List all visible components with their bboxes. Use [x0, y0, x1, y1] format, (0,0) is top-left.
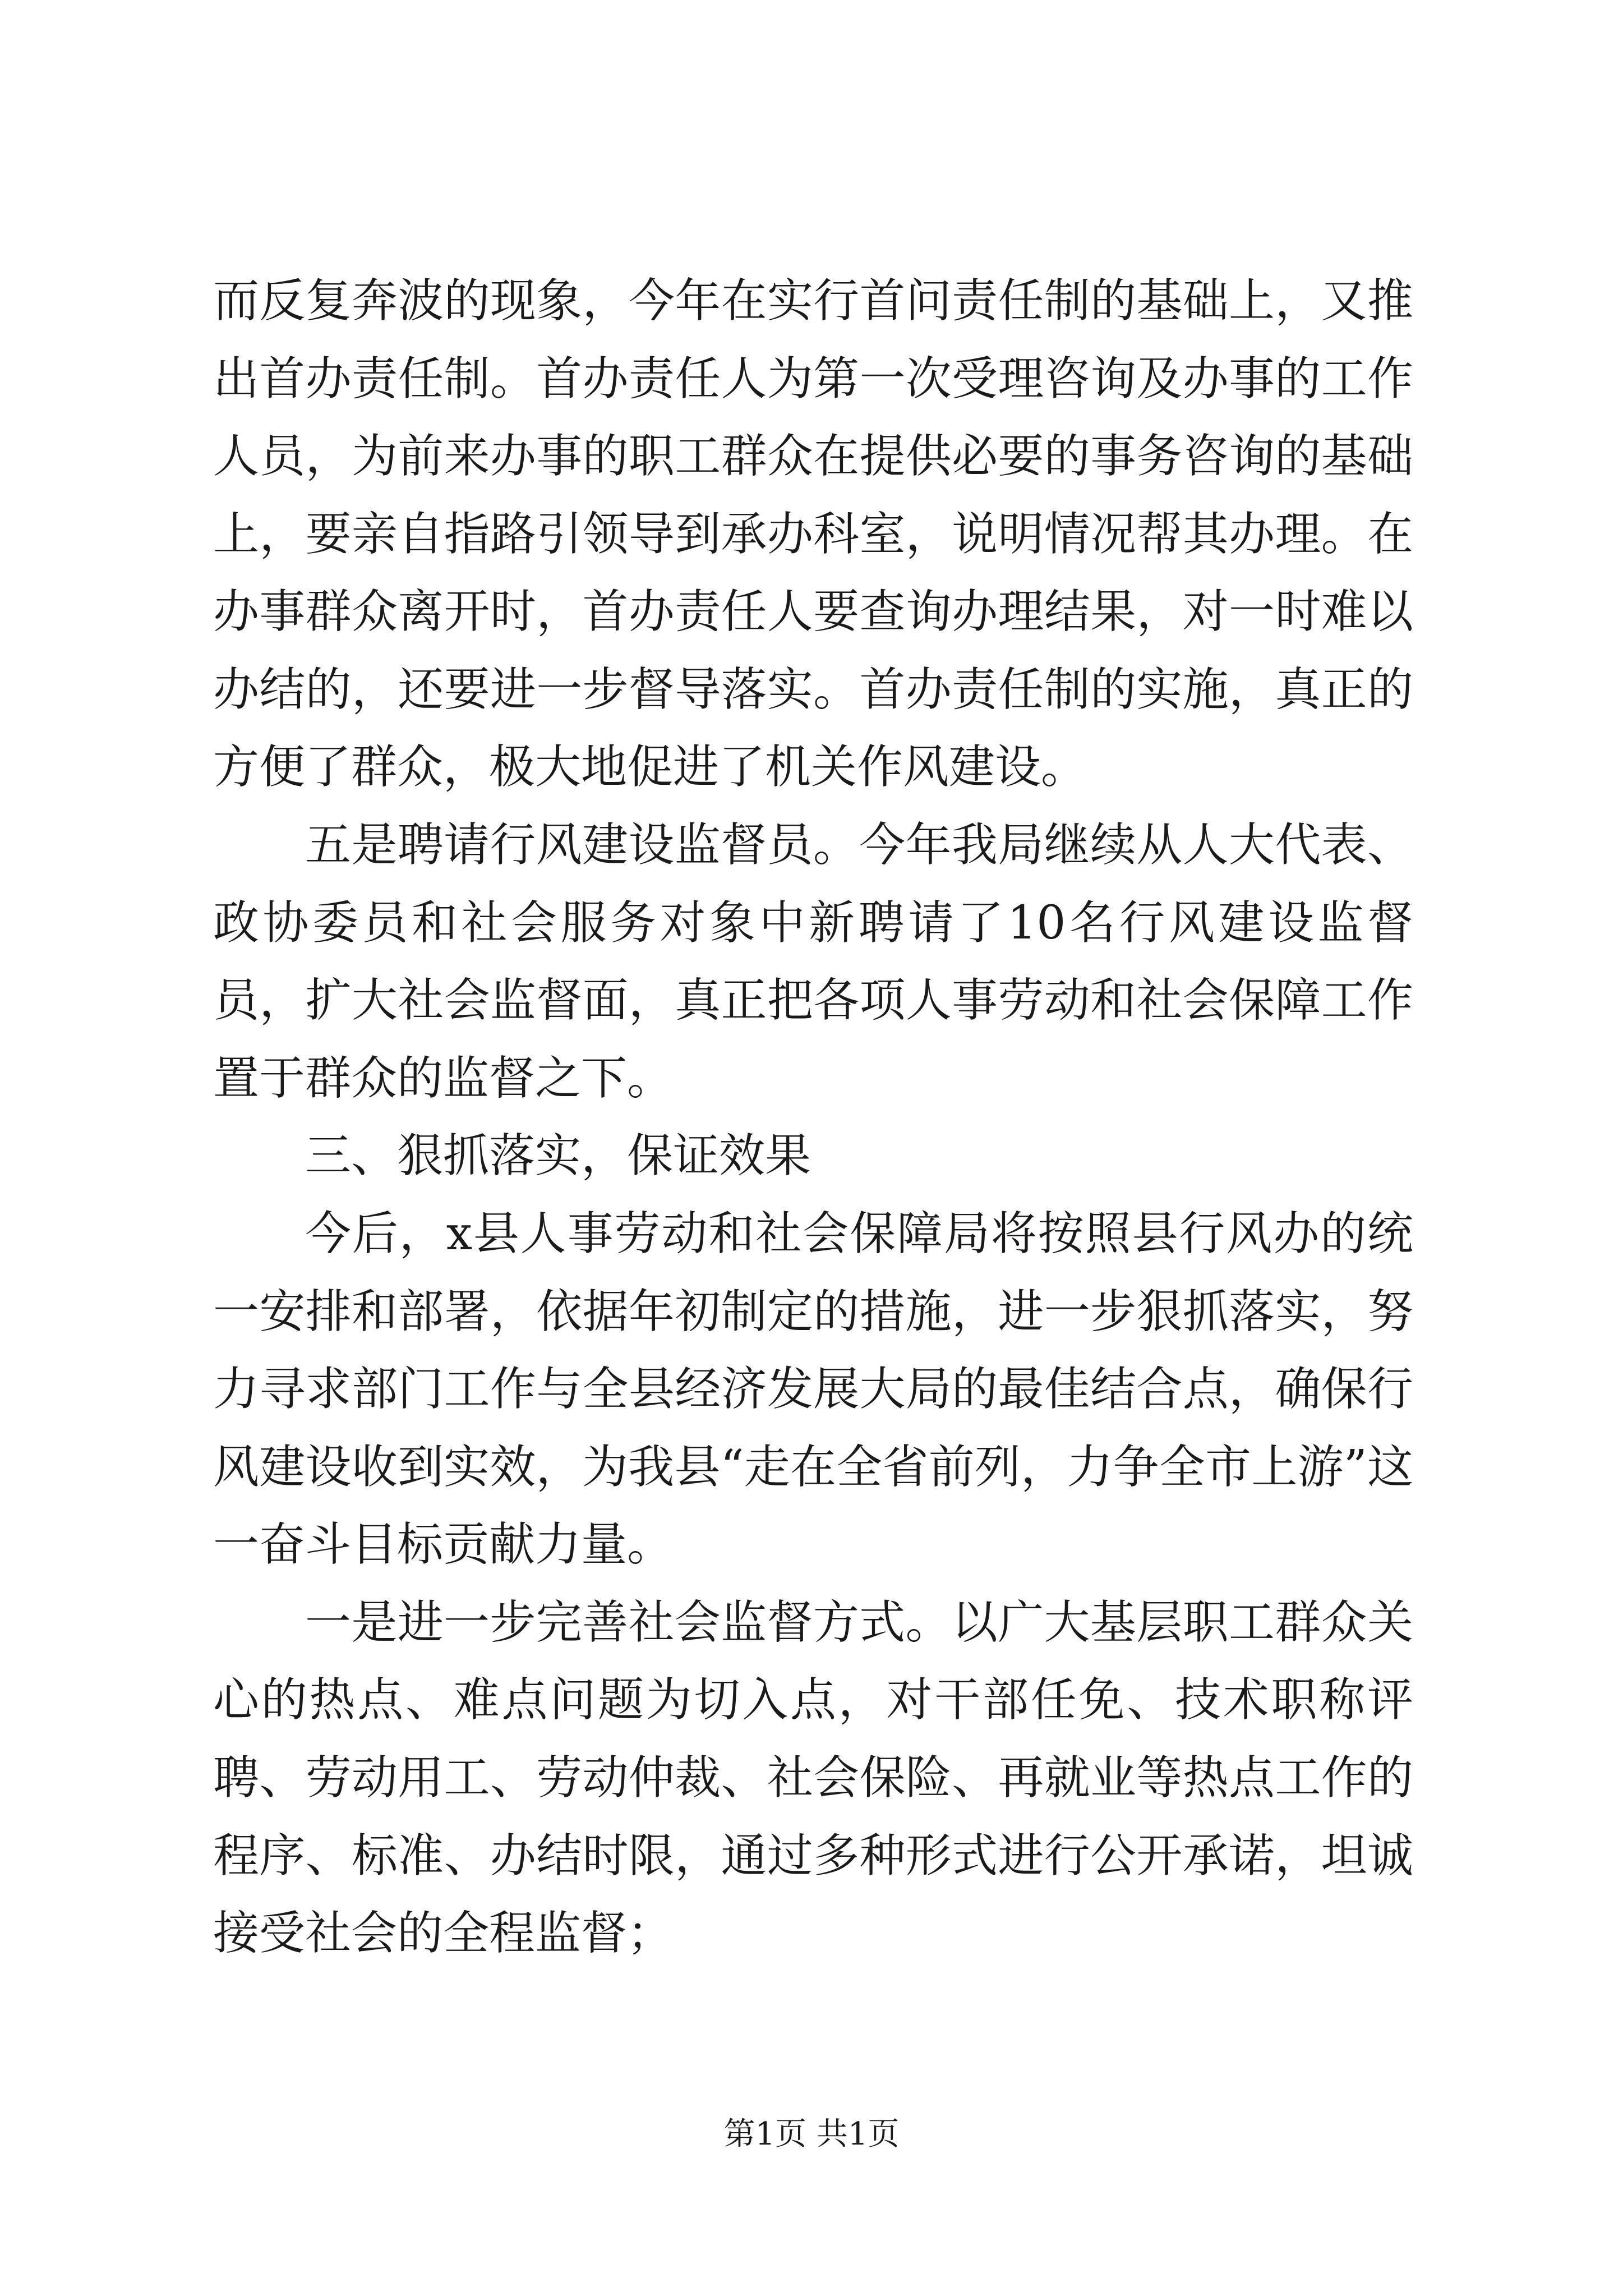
document-body	[213, 263, 1413, 1973]
paragraph-supervisors: 五是聘请行风建设监督员。今年我局继续从人大代表、政协委员和社会服务对象中新聘请了10名行风建设监督员，扩大社会监督面，真正把各项人事劳动和社会保障工作置于群众的监督之下。	[213, 818, 1413, 1105]
section-heading: 三、狠抓落实，保证效果	[305, 1129, 811, 1183]
paragraph-future-plan: 今后，x县人事劳动和社会保障局将按照县行风办的统一安排和部署，依据年初制定的措施，进一步狠抓落实，努力寻求部门工作与全县经济发展大局的最佳结合点，确保行风建设收到实效，为我县“走在全省前列，力争全市上游”这一奋斗目标贡献力量。	[213, 1207, 1413, 1572]
paragraph-continuation: 而反复奔波的现象，今年在实行首问责任制的基础上，又推出首办责任制。首办责任人为第一次受理咨询及办事的工作人员，为前来办事的职工群众在提供必要的事务咨询的基础上，要亲自指路引领导到承办科室，说明情况帮其办理。在办事群众离开时，首办责任人要查询办理结果，对一时难以办结的，还要进一步督导落实。首办责任制的实施，真正的方便了群众，极大地促进了机关作风建设。	[213, 274, 1413, 794]
page-footer: 第1页 共1页	[723, 2116, 900, 2152]
paragraph-supervision-method: 一是进一步完善社会监督方式。以广大基层职工群众关心的热点、难点问题为切入点，对干部任免、技术职称评聘、劳动用工、劳动仲裁、社会保险、再就业等热点工作的程序、标准、办结时限，通过多种形式进行公开承诺，坦诚接受社会的全程监督；	[213, 1595, 1413, 1961]
